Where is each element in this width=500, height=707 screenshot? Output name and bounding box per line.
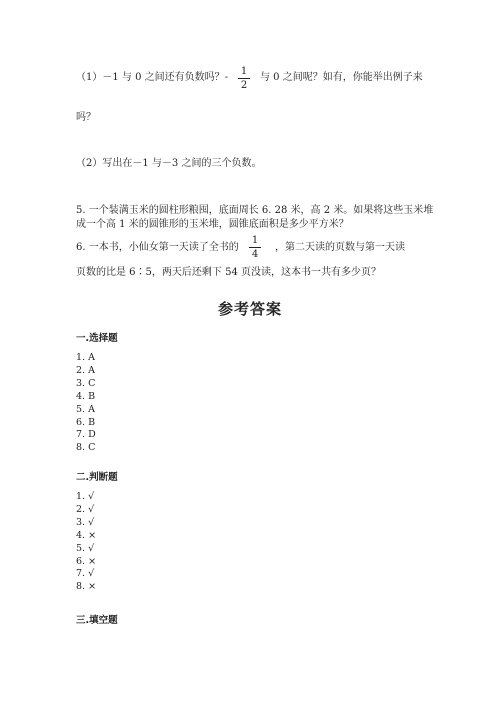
answers-title: 参考答案 (217, 300, 282, 318)
q1-fraction (238, 66, 250, 91)
list-item: 5. A (76, 403, 95, 415)
answer-list-judgement (76, 491, 96, 594)
q6-line1-after: ，第二天读的页数与第一天读 (275, 242, 405, 253)
list-item: 7. √ (76, 568, 95, 580)
fraction-bar (238, 78, 250, 79)
list-item: 1. A (76, 352, 95, 363)
section-heading-fill: 三.填空题 (76, 615, 118, 626)
list-item: 4. × (76, 529, 97, 541)
q1-part2-text: （2）写出在－1 与－3 之间的三个负数。 (76, 158, 262, 169)
q5-line2: 成一个高 1 米的圆锥形的玉米堆，圆锥底面积是多少平方米？ (76, 219, 349, 230)
list-item: 6. × (76, 555, 97, 567)
q6-fraction (249, 235, 261, 260)
q6-line1: 6. 一本书，小仙女第一天读了全书的 (76, 242, 239, 253)
answer-list-choice (76, 352, 96, 455)
list-item: 8. × (76, 581, 97, 593)
list-item: 1. √ (76, 491, 95, 502)
q6-fraction-numerator: 1 (251, 235, 259, 246)
list-item: 2. √ (76, 503, 95, 515)
list-item: 5. √ (76, 542, 95, 554)
q1-part1-text: （1）－1 与 0 之间还有负数吗？- (76, 72, 229, 83)
q1-part1-text-after: 与 0 之间呢？如有，你能举出例子来 (260, 72, 423, 83)
list-item: 2. A (76, 364, 95, 376)
list-item: 4. B (76, 390, 96, 402)
list-item: 3. √ (76, 516, 95, 528)
q1-fraction-denominator: 2 (240, 80, 248, 91)
q5-line1: 5. 一个装满玉米的圆柱形粮囤，底面周长 6. 28 米，高 2 米。如果将这些玉米堆 (76, 205, 434, 216)
q1-part1-continuation: 吗？ (76, 112, 96, 123)
q6-line2: 页数的比是 6∶5，两天后还剩下 54 页没读，这本书一共有多少页？ (76, 267, 381, 278)
q6-fraction-denominator: 4 (251, 249, 259, 260)
fraction-bar (249, 247, 261, 248)
list-item: 6. B (76, 416, 96, 428)
list-item: 3. C (76, 377, 96, 389)
section-heading-choice: 一.选择题 (76, 333, 118, 344)
list-item: 8. C (76, 442, 96, 454)
q1-fraction-numerator: 1 (240, 66, 248, 77)
list-item: 7. D (76, 429, 96, 441)
section-heading-judgement: 二.判断题 (76, 472, 118, 483)
